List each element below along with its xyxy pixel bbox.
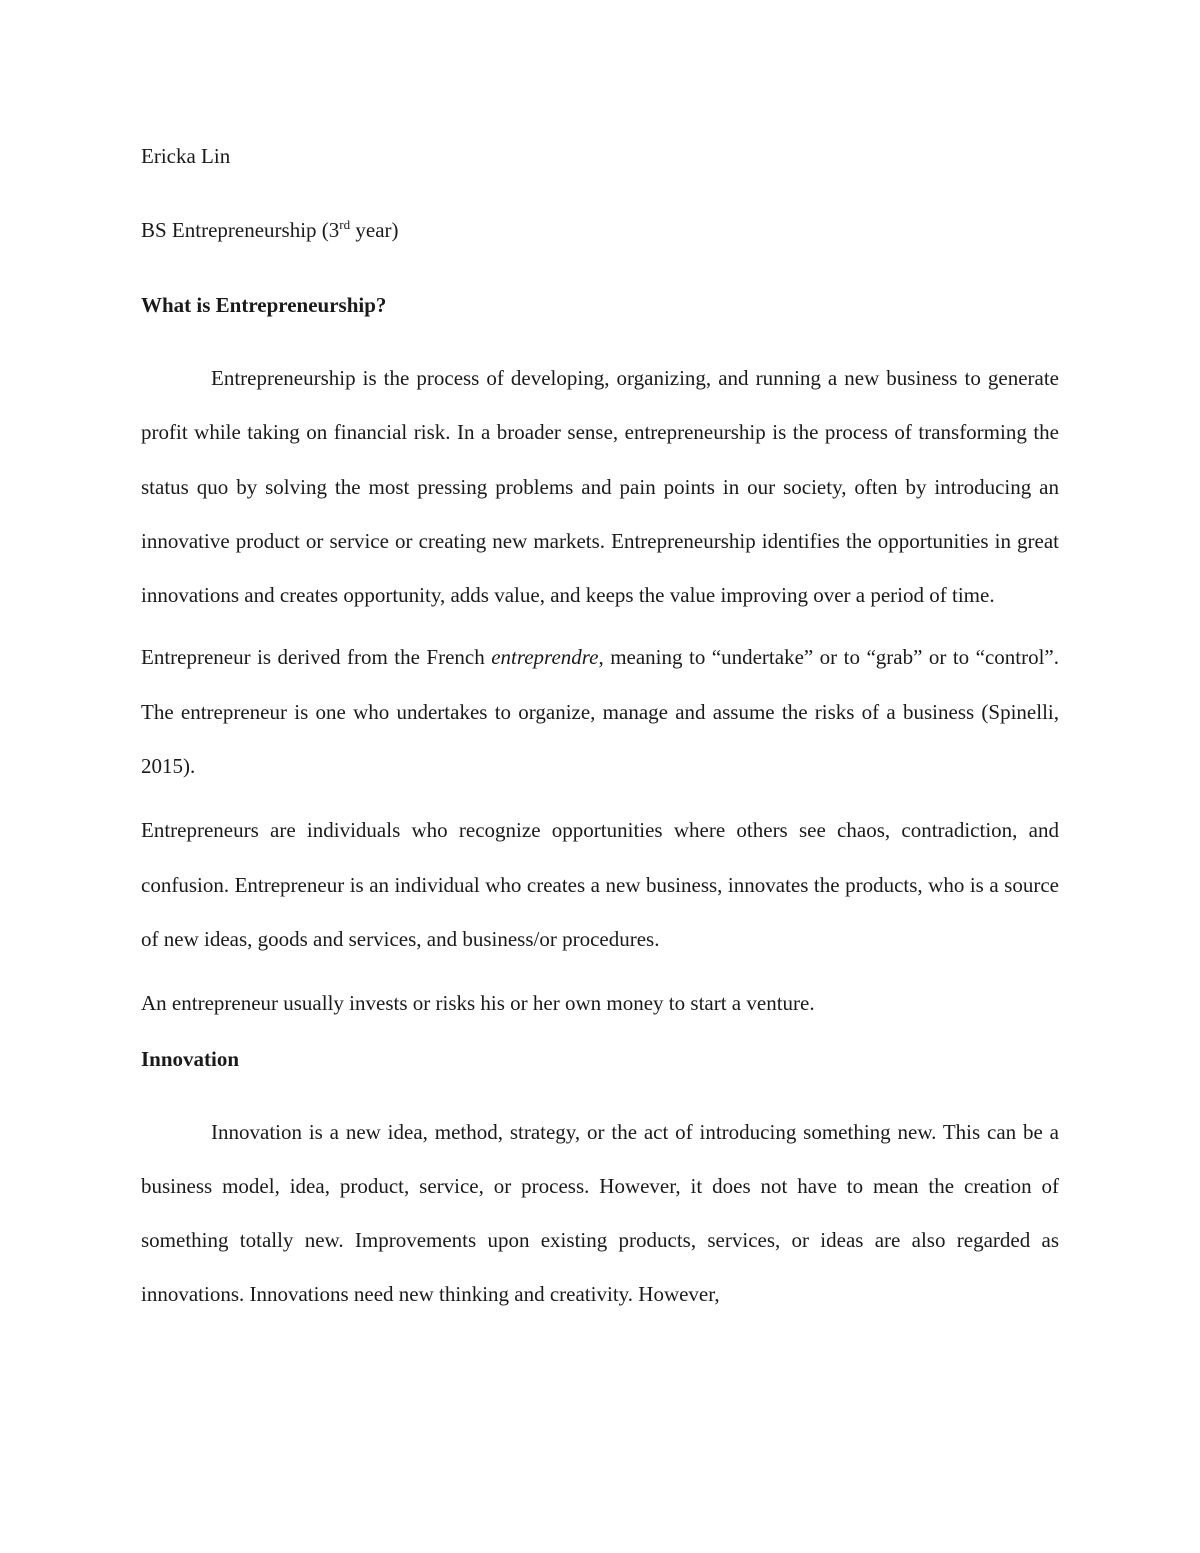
heading-what-is-entrepreneurship: What is Entrepreneurship? — [141, 293, 387, 317]
paragraph-investment: An entrepreneur usually invests or risks his or her own money to start a venture. — [141, 991, 815, 1016]
heading-innovation: Innovation — [141, 1046, 240, 1071]
paragraph-innovation: Innovation is a new idea, method, strategy, or the act of introducing something new. This can be a business model, idea, product, service, or process. However, it does not have to mean the creation of something totally new. Improvements upon existing products, services, or ideas are also regarded as innovations. Innovations need new thinking and creativity. However, — [141, 1119, 1059, 1307]
author-name: Ericka Lin — [141, 144, 231, 168]
document-body — [141, 138, 1059, 1322]
etymology-text-end: , meaning to “undertake” or to “grab” or to “control”. The entrepreneur is one who undertakes to organize, manage and assume the risks of a business (Spinelli, 2015). — [141, 645, 1060, 779]
paragraph-etymology — [141, 630, 1059, 793]
program-superscript: rd — [339, 217, 351, 232]
program-suffix: year) — [350, 218, 399, 242]
etymology-french-term: entreprendre — [491, 645, 599, 670]
paragraph-definition: Entrepreneurship is the process of developing, organizing, and running a new business to generate profit while taking on financial risk. In a broader sense, entrepreneurship is the process of transforming the status quo by solving the most pressing problems and pain points in our society, often by introducing an innovative product or service or creating new markets. Entrepreneurship identifies the opportunities in great innovations and creates opportunity, adds value, and keeps the value improving over a period of time. — [141, 366, 1059, 608]
program-line — [141, 212, 1059, 248]
program-prefix: BS Entrepreneurship (3 — [141, 218, 340, 242]
paragraph-entrepreneurs: Entrepreneurs are individuals who recognize opportunities where others see chaos, contradiction, and confusion. Entrepreneur is an individual who creates a new business, innovates the products, who is a source of new ideas, goods and services, and business/or procedures. — [141, 818, 1059, 951]
etymology-text-start: Entrepreneur is derived from the French — [141, 645, 492, 670]
